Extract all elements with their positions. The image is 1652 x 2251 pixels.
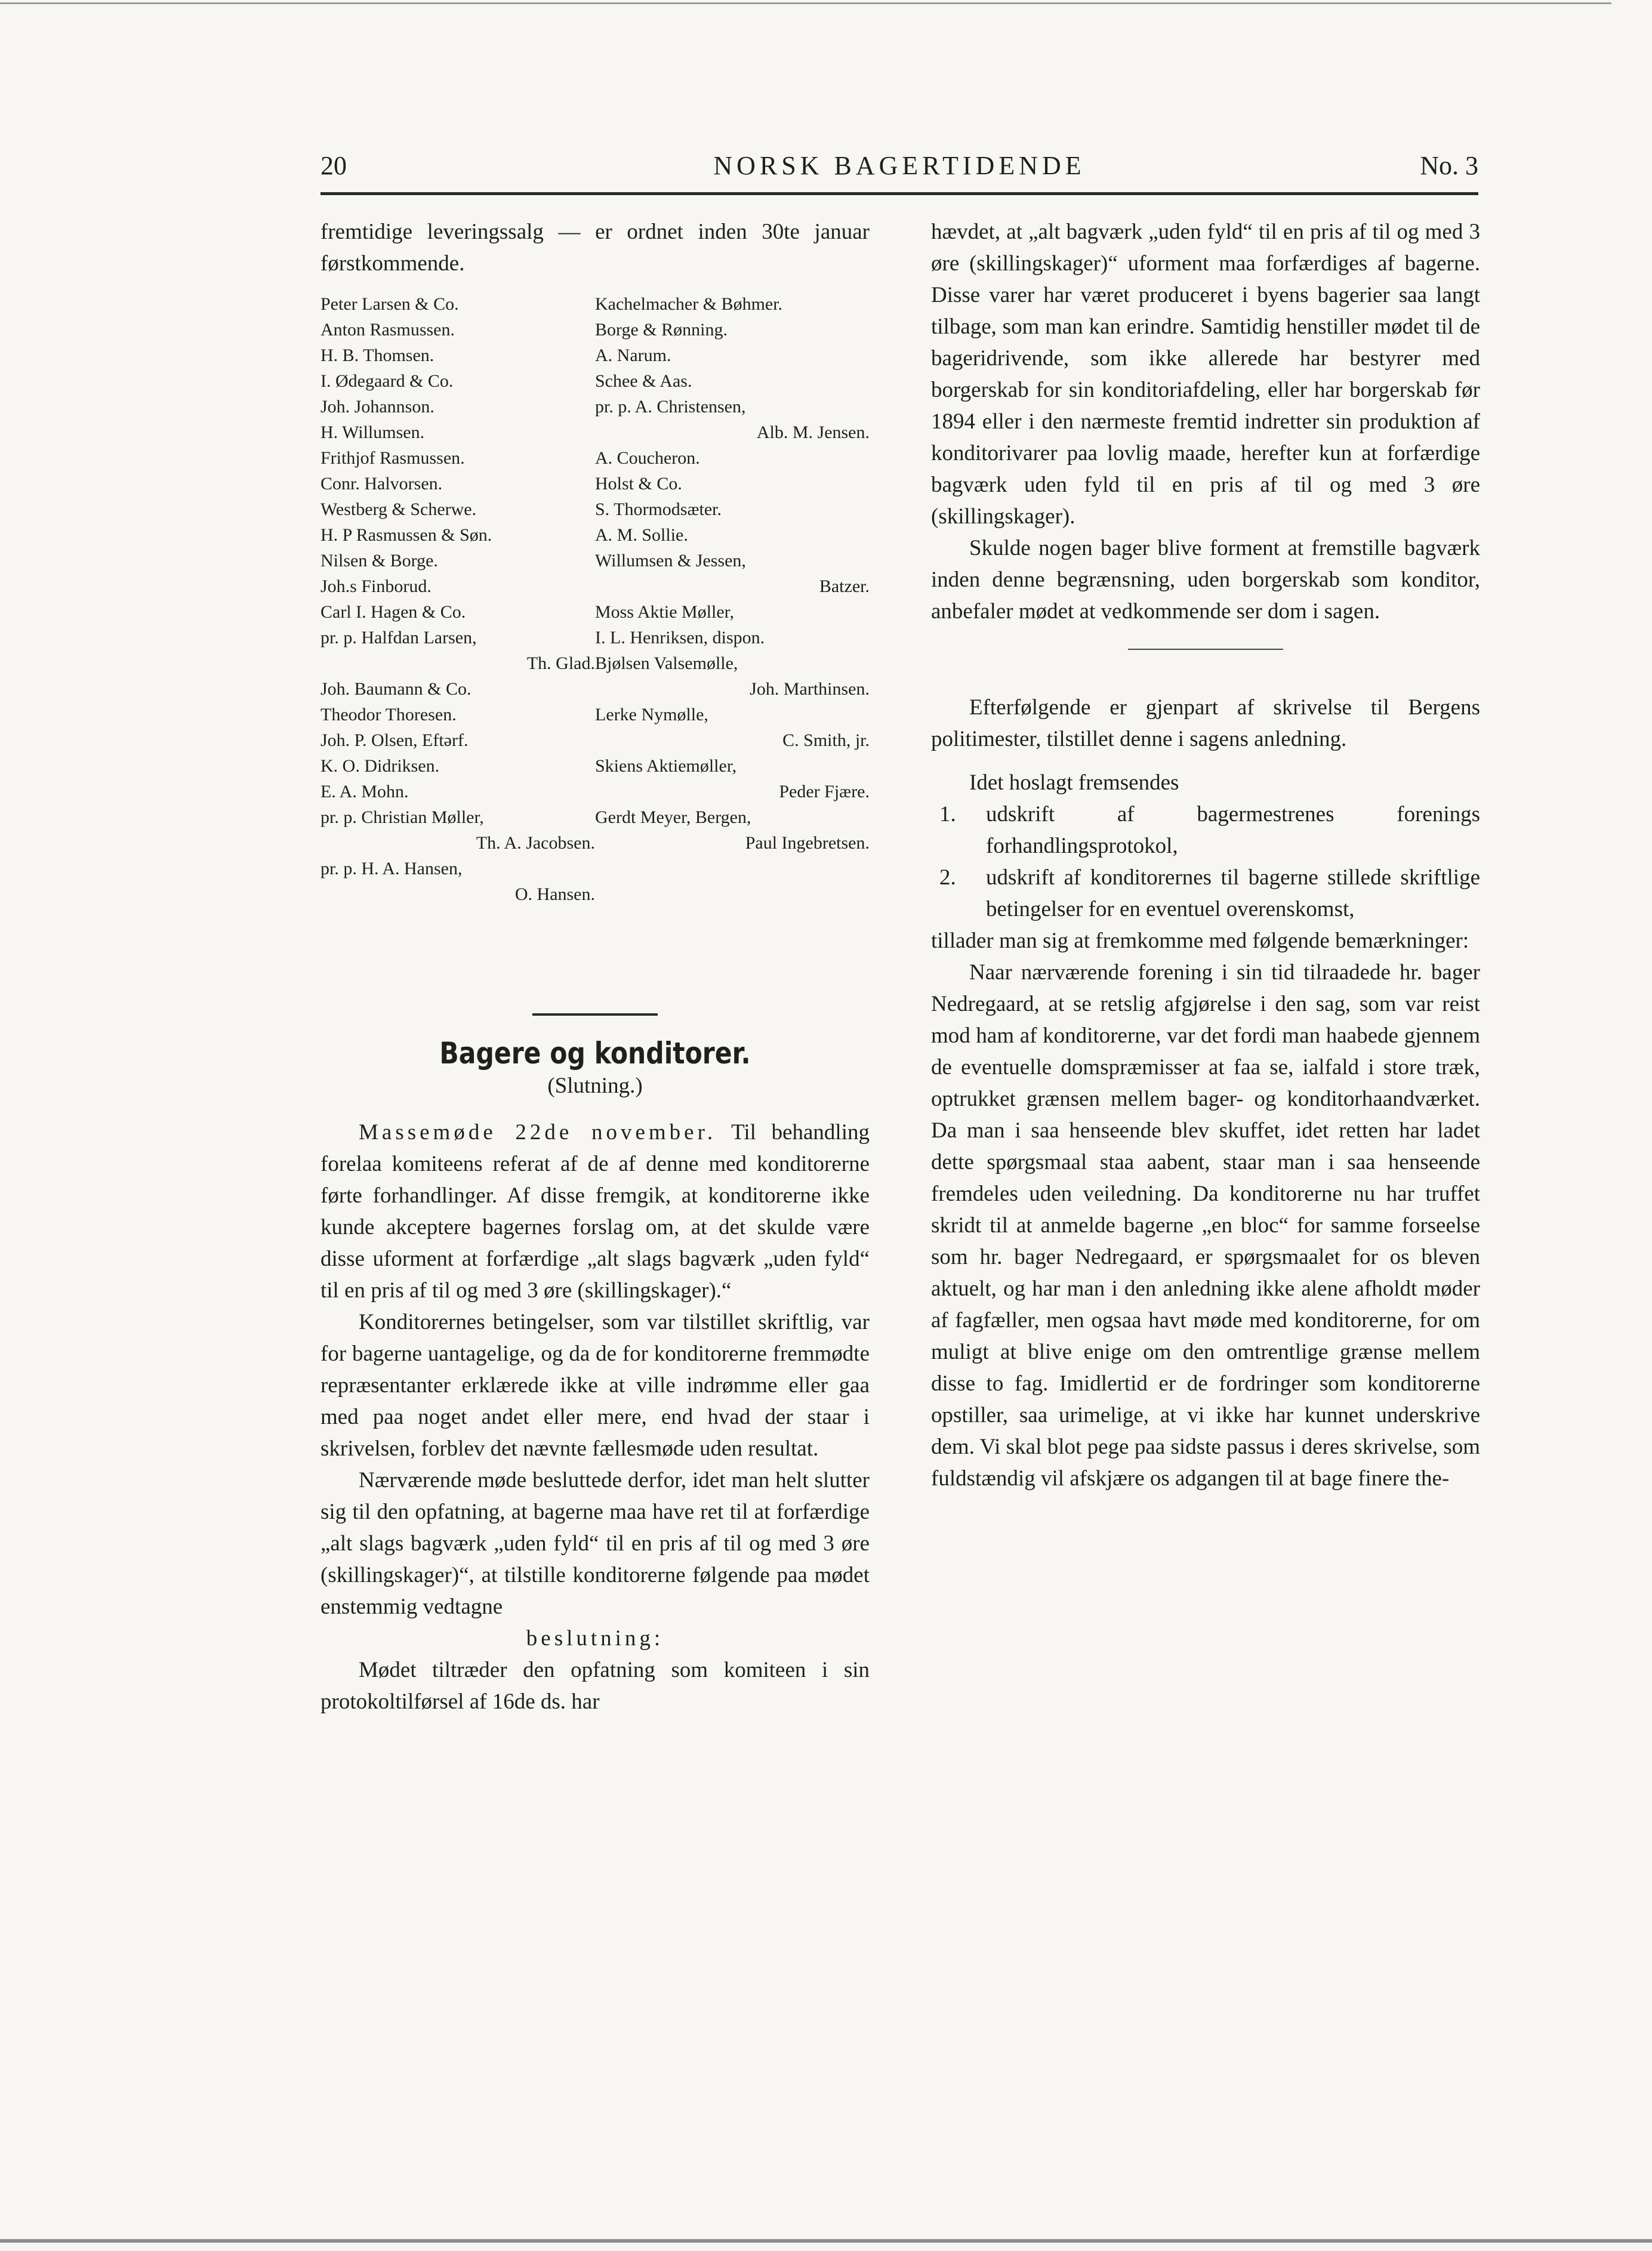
- header-rule: [320, 192, 1478, 195]
- signatory-name: K. O. Didriksen.: [320, 756, 440, 776]
- signatory-name: Joh. Marthinsen.: [750, 679, 870, 699]
- signatory-list: [320, 291, 870, 1001]
- signatory-name: I. Ødegaard & Co.: [320, 371, 454, 391]
- signatory-name: Th. Glad.: [526, 653, 595, 673]
- beslutning-label: beslutning:: [526, 1626, 664, 1651]
- signatory-name: Conr. Halvorsen.: [320, 474, 443, 494]
- signatory-name: Carl I. Hagen & Co.: [320, 602, 466, 622]
- intro-paragraph: fremtidige leveringssalg — er ordnet inden 30te januar førstkommende.: [320, 220, 870, 276]
- page-header: [320, 149, 1478, 185]
- enclosure-intro: Idet hoslagt fremsendes: [969, 770, 1179, 795]
- signatory-name: Joh. P. Olsen, Eftərf.: [320, 730, 469, 750]
- signatory-name: Nilsen & Borge.: [320, 551, 438, 571]
- enclosure-list: [931, 798, 1480, 925]
- signatory-name: Skiens Aktiemøller,: [595, 756, 737, 776]
- signatory-name: Theodor Thoresen.: [320, 705, 457, 724]
- signatory-name: Westberg & Scherwe.: [320, 499, 477, 519]
- signatory-name: S. Thormodsæter.: [595, 499, 722, 519]
- signatory-name: H. B. Thomsen.: [320, 346, 434, 365]
- signatory-name: Borge & Rønning.: [595, 320, 728, 340]
- scan-edge-top: [0, 2, 1611, 4]
- signatory-name: Kachelmacher & Bøhmer.: [595, 294, 783, 314]
- article-subheading: (Slutning.): [547, 1074, 643, 1098]
- signatory-name: Frithjof Rasmussen.: [320, 448, 465, 468]
- signatory-name: O. Hansen.: [514, 884, 595, 904]
- signatory-name: H. Willumsen.: [320, 423, 425, 442]
- section-divider: [532, 1013, 658, 1016]
- section-divider-thin: [1128, 649, 1283, 650]
- signatory-name: A. M. Sollie.: [595, 525, 688, 545]
- signatory-name: H. P Rasmussen & Søn.: [320, 525, 492, 545]
- article-paragraph-1: Massemøde 22de november. Til behandling forelaa komiteens referat af de af denne med konditorerne førte forhandlinger. Af disse fremgik, at konditorerne ikke kunde akceptere bagernes forslag om, at det skulde være disse uforment at forfærdige „alt slags bagværk „uden fyld“ til en pris af til og med 3 øre (skillingskager).“: [320, 1120, 870, 1303]
- signatory-name: Paul Ingebretsen.: [745, 833, 870, 853]
- enclosure-number: 2.: [939, 865, 956, 890]
- signatory-name: Peder Fjære.: [779, 782, 870, 801]
- signatory-column-1: [320, 291, 595, 907]
- signatory-name: pr. p. A. Christensen,: [595, 397, 746, 417]
- left-column: [320, 216, 870, 1717]
- signatory-name: Batzer.: [819, 576, 870, 596]
- signatory-name: Th. A. Jacobsen.: [476, 833, 595, 853]
- signatory-name: A. Coucheron.: [595, 448, 700, 468]
- letter-intro-paragraph: Efterfølgende er gjenpart af skrivelse til Bergens politimester, tilstillet denne i sagens anledning.: [931, 695, 1480, 751]
- article-heading: Bagere og konditorer.: [439, 1036, 751, 1071]
- publication-title: NORSK BAGERTIDENDE: [713, 151, 1086, 180]
- remarks-intro: tillader man sig at fremkomme med følgende bemærkninger:: [931, 929, 1469, 953]
- signatory-name: Holst & Co.: [595, 474, 682, 494]
- signatory-name: Joh. Johannson.: [320, 397, 434, 417]
- signatory-name: Moss Aktie Møller,: [595, 602, 734, 622]
- signatory-name: Joh. Baumann & Co.: [320, 679, 471, 699]
- signatory-name: pr. p. H. A. Hansen,: [320, 859, 463, 878]
- letter-body-paragraph: Naar nærværende forening i sin tid tilraadede hr. bager Nedregaard, at se retslig afgjørelse i den sag, som var reist mod ham af konditorerne, var det fordi man haabede gjennem de eventuelle domspræmisser at faa se, ialfald i store træk, optrukket grænsen mellem bager- og konditorhaandværket. Da man i saa henseende blev skuffet, idet retten har ladet dette spørgsmaal staa aabent, staar man i saa henseende fremdeles uden veiledning. Da konditorerne nu har truffet skridt til at anmelde bagerne „en bloc“ for samme forseelse som hr. bager Nedregaard, er spørgsmaalet for os bleven aktuelt, og har man i den anledning ikke alene afholdt møder af fagfæller, men ogsaa havt møde med konditorerne, for om muligt at blive enige om den omtrentlige grænse mellem disse to fag. Imidlertid er de fordringer som konditorerne opstiller, saa urimelige, at vi ikke har kunnet underskrive dem. Vi skal blot pege paa sidste passus i deres skrivelse, som fuldstændig vil afskjære os adgangen til at bage finere the-: [931, 960, 1480, 1491]
- meeting-date: Massemøde 22de november.: [359, 1120, 717, 1145]
- signatory-name: E. A. Mohn.: [320, 782, 409, 801]
- recommendation-paragraph: Skulde nogen bager blive forment at fremstille bagværk inden denne begrænsning, uden borgerskab som konditor, anbefaler mødet at vedkommende ser dom i sagen.: [931, 536, 1480, 624]
- signatory-name: pr. p. Christian Møller,: [320, 807, 484, 827]
- issue-number: No. 3: [1420, 151, 1478, 180]
- signatory-column-2: [595, 291, 870, 856]
- article-paragraph-2: Konditorernes betingelser, som var tilstillet skriftlig, var for bagerne uantagelige, og da de for konditorerne fremmødte repræsentanter erklærede ikke at ville indrømme eller gaa med paa noget andet eller mere, end hvad der staar i skrivelsen, forblev det nævnte fællesmøde uden resultat.: [320, 1310, 870, 1461]
- signatory-name: Joh.s Finborud.: [320, 576, 432, 596]
- signatory-name: C. Smith, jr.: [782, 730, 870, 750]
- signatory-name: Peter Larsen & Co.: [320, 294, 459, 314]
- signatory-name: Willumsen & Jessen,: [595, 551, 746, 571]
- continued-paragraph: hævdet, at „alt bagværk „uden fyld“ til en pris af til og med 3 øre (skillingskager)“ uforment maa forfærdiges af bagerne. Disse varer har været produceret i byens bagerier saa langt tilbage, som man kan erindre. Samtidig henstiller mødet til de bageridrivende, som ikke allerede har bestyrer med borgerskab for sin konditoriafdeling, eller har borgerskab før 1894 eller i den nærmeste fremtid indretter sin produktion af konditorivarer paa lovlig maade, herefter kun at forfærdige bagværk uden fyld til en pris af til og med 3 øre (skillingskager).: [931, 220, 1480, 529]
- signatory-name: A. Narum.: [595, 346, 671, 365]
- signatory-name: I. L. Henriksen, dispon.: [595, 628, 765, 647]
- signatory-name: Anton Rasmussen.: [320, 320, 455, 340]
- right-column: [931, 216, 1480, 1494]
- article-paragraph-3: Nærværende møde besluttede derfor, idet man helt slutter sig til den opfatning, at bagerne maa have ret til at forfærdige „alt slags bagværk „uden fyld“ til en pris af til og med 3 øre (skillingskager)“, at tilstille konditorerne følgende paa mødet enstemmig vedtagne: [320, 1468, 870, 1619]
- enclosure-item: [931, 798, 1480, 862]
- signatory-name: Gerdt Meyer, Bergen,: [595, 807, 751, 827]
- enclosure-text: udskrift af konditorernes til bagerne stillede skriftlige betingelser for en eventuel overenskomst,: [986, 865, 1480, 921]
- article-paragraph-4: Mødet tiltræder den opfatning som komiteen i sin protokoltilførsel af 16de ds. har: [320, 1658, 870, 1714]
- enclosure-number: 1.: [939, 802, 956, 827]
- signatory-name: Lerke Nymølle,: [595, 705, 708, 724]
- signatory-name: Alb. M. Jensen.: [756, 423, 870, 442]
- signatory-name: Bjølsen Valsemølle,: [595, 653, 738, 673]
- page-number: 20: [320, 151, 347, 180]
- enclosure-text: udskrift af bagermestrenes forenings forhandlingsprotokol,: [986, 802, 1480, 858]
- signatory-name: Schee & Aas.: [595, 371, 692, 391]
- enclosure-item: [931, 862, 1480, 925]
- signatory-name: pr. p. Halfdan Larsen,: [320, 628, 477, 647]
- scan-edge-bottom: [0, 2239, 1652, 2243]
